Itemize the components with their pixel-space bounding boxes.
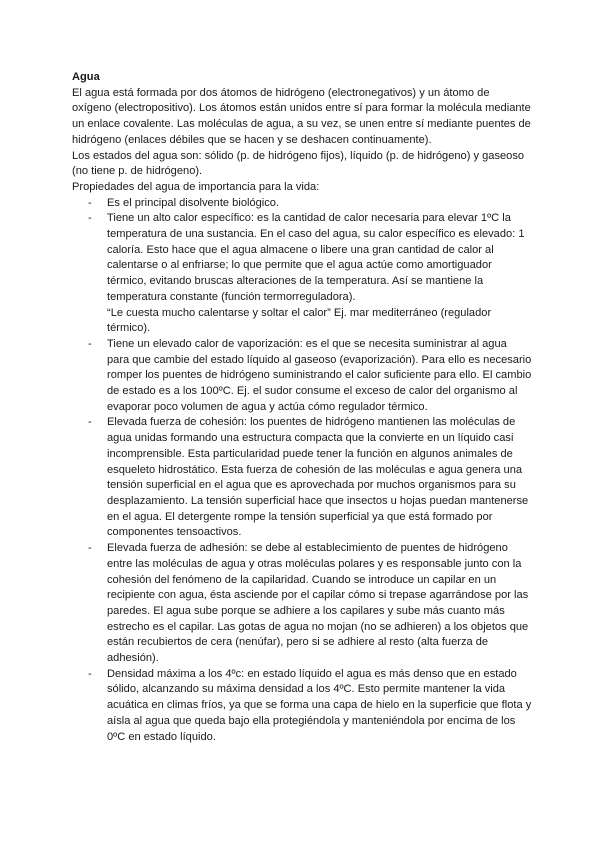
properties-list (72, 196, 532, 746)
intro-paragraph: El agua está formada por dos átomos de hidrógeno (electronegativos) y un átomo de oxígeno (electropositivo). Los átomos están unidos entre sí para formar la molécula mediante un enlace covalente. Las moléculas de agua, a su vez, se unen entre sí mediante puentes de hidrógeno (enlaces débiles que se hacen y se deshacen continuamente). (72, 86, 531, 146)
states-paragraph: Los estados del agua son: sólido (p. de hidrógeno fijos), líquido (p. de hidrógeno) y gaseoso (no tiene p. de hidrógeno). (72, 149, 525, 178)
list-item (72, 541, 532, 667)
list-item (72, 196, 532, 212)
property-text: Es el principal disolvente biológico. (107, 196, 280, 209)
list-item (72, 667, 532, 746)
bullet-dash: - (88, 667, 92, 680)
bullet-dash: - (88, 337, 92, 350)
document-title: Agua (72, 71, 100, 83)
bullet-dash: - (88, 416, 92, 429)
properties-heading: Propiedades del agua de importancia para la vida: (72, 180, 320, 193)
bullet-dash: - (88, 542, 92, 555)
property-text: Tiene un elevado calor de vaporización: es el que se necesita suministrar al agua para que cambie del estado líquido al gaseoso (evaporización). Para ello es necesario romper los puentes de hidrógeno suministrando el calor suficiente para ello. El cambio de estado es a los 100ºC. Ej. el sudor consume el exceso de calor del organismo al evaporar poco volumen de agua y actúa cómo regulador térmico. (107, 337, 532, 413)
list-item (72, 337, 532, 416)
bullet-dash: - (88, 196, 92, 209)
property-text: Elevada fuerza de adhesión: se debe al establecimiento de puentes de hidrógeno entre las moléculas de agua y otras moléculas polares y es responsable junto con la cohesión del fenómeno de la capilaridad. Cuando se introduce un capilar en un recipiente con agua, ésta asciende por el capilar cómo si trepase agarrándose por las paredes. El agua sube porque se adhiere a los capilares y sube más cuanto más estrecho es el capilar. Las gotas de agua no mojan (no se adhieren) a los objetos que están recubiertos de cera (nenúfar), pero si se adhiere al resto (alta fuerza de adhesión). (107, 542, 529, 665)
property-text: Elevada fuerza de cohesión: los puentes de hidrógeno mantienen las moléculas de agua unidas formando una estructura compacta que la convierte en un líquido casi incomprensible. Esta particularidad puede tener la función en algunos animales de esqueleto hidrostático. Esta fuerza de cohesión de las moléculas e agua genera una tensión superficial en el agua que es aprovechada por muchos organismos para su desplazamiento. La tensión superficial hace que insectos u hojas puedan mantenerse en el agua. El detergente rompe la tensión superficial ya que está formado por componentes tensoactivos. (107, 416, 529, 539)
list-item (72, 211, 532, 337)
property-text: Tiene un alto calor específico: es la cantidad de calor necesaria para elevar 1ºC la temperatura de una sustancia. En el caso del agua, su calor específico es elevado: 1 caloría. Esto hace que el agua almacene o libere una gran cantidad de calor al calentarse o al enfriarse; lo que permite que el agua actúe como amortiguador térmico, evitando bruscas alteraciones de la temperatura. Así se mantiene la temperatura constante (función termorreguladora). (107, 212, 525, 303)
property-quote: “Le cuesta mucho calentarse y soltar el calor” Ej. mar mediterráneo (regulador térmico). (107, 306, 492, 335)
list-item (72, 415, 532, 541)
property-text: Densidad máxima a los 4ºc: en estado líquido el agua es más denso que en estado sólido, alcanzando su máxima densidad a los 4ºC. Esto permite mantener la vida acuática en climas fríos, ya que se forma una capa de hielo en la superficie que flota y aísla al agua que queda bajo ella protegiéndola y manteniéndola por encima de los 0ºC en estado líquido. (107, 667, 532, 743)
document-page (72, 70, 532, 745)
bullet-dash: - (88, 212, 92, 225)
